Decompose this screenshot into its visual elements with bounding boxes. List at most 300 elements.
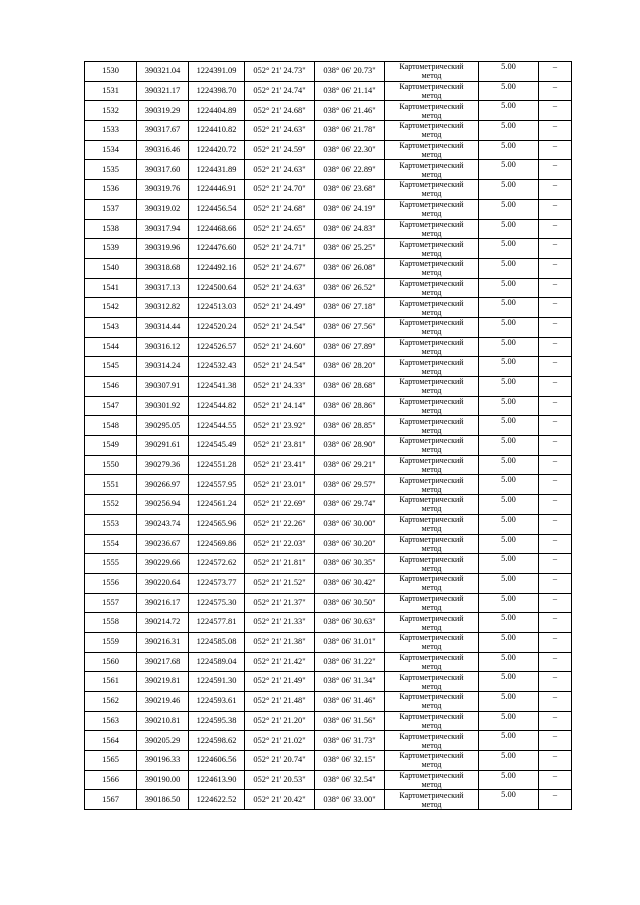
y-coordinate-cell: 1224595.38 — [189, 711, 245, 731]
description-cell: – — [539, 337, 572, 357]
description-cell: – — [539, 81, 572, 101]
y-coordinate-cell: 1224431.89 — [189, 160, 245, 180]
table-row — [85, 554, 572, 574]
method-line2: метод — [421, 445, 442, 455]
method-line1: Картометрический — [399, 160, 464, 170]
point-number-cell: 1537 — [85, 199, 137, 219]
method-cell — [385, 514, 479, 534]
x-coordinate-cell: 390186.50 — [137, 790, 189, 810]
accuracy-cell: 5.00 — [479, 632, 539, 652]
point-number-cell: 1548 — [85, 416, 137, 436]
longitude-cell: 038° 06' 28.90" — [315, 436, 385, 456]
x-coordinate-cell: 390307.91 — [137, 377, 189, 397]
longitude-cell: 038° 06' 24.19" — [315, 199, 385, 219]
point-number-cell: 1534 — [85, 140, 137, 160]
point-number-cell: 1565 — [85, 751, 137, 771]
longitude-cell: 038° 06' 31.34" — [315, 672, 385, 692]
y-coordinate-cell: 1224589.04 — [189, 652, 245, 672]
latitude-cell: 052° 21' 21.48" — [245, 692, 315, 712]
longitude-cell: 038° 06' 27.18" — [315, 298, 385, 318]
longitude-cell: 038° 06' 29.21" — [315, 455, 385, 475]
latitude-cell: 052° 21' 23.41" — [245, 455, 315, 475]
y-coordinate-cell: 1224492.16 — [189, 258, 245, 278]
description-cell: – — [539, 514, 572, 534]
description-cell: – — [539, 121, 572, 141]
x-coordinate-cell: 390219.46 — [137, 692, 189, 712]
point-number-cell: 1559 — [85, 632, 137, 652]
point-number-cell: 1563 — [85, 711, 137, 731]
accuracy-cell: 5.00 — [479, 239, 539, 259]
y-coordinate-cell: 1224598.62 — [189, 731, 245, 751]
method-line1: Картометрический — [399, 751, 464, 761]
method-line1: Картометрический — [399, 200, 464, 210]
accuracy-cell: 5.00 — [479, 554, 539, 574]
point-number-cell: 1530 — [85, 62, 137, 82]
method-line2: метод — [421, 721, 442, 731]
y-coordinate-cell: 1224557.95 — [189, 475, 245, 495]
latitude-cell: 052° 21' 24.67" — [245, 258, 315, 278]
longitude-cell: 038° 06' 30.35" — [315, 554, 385, 574]
x-coordinate-cell: 390216.17 — [137, 593, 189, 613]
method-line2: метод — [421, 740, 442, 750]
description-cell: – — [539, 160, 572, 180]
latitude-cell: 052° 21' 20.42" — [245, 790, 315, 810]
y-coordinate-cell: 1224545.49 — [189, 436, 245, 456]
description-cell: – — [539, 455, 572, 475]
x-coordinate-cell: 390214.72 — [137, 613, 189, 633]
longitude-cell: 038° 06' 21.46" — [315, 101, 385, 121]
description-cell: – — [539, 790, 572, 810]
y-coordinate-cell: 1224573.77 — [189, 573, 245, 593]
method-cell — [385, 377, 479, 397]
table-row — [85, 337, 572, 357]
method-line1: Картометрический — [399, 712, 464, 722]
y-coordinate-cell: 1224404.89 — [189, 101, 245, 121]
method-line2: метод — [421, 701, 442, 711]
method-cell — [385, 534, 479, 554]
method-line2: метод — [421, 110, 442, 120]
method-line2: метод — [421, 465, 442, 475]
longitude-cell: 038° 06' 25.25" — [315, 239, 385, 259]
description-cell: – — [539, 219, 572, 239]
method-line1: Картометрический — [399, 318, 464, 328]
method-line1: Картометрический — [399, 416, 464, 426]
x-coordinate-cell: 390236.67 — [137, 534, 189, 554]
longitude-cell: 038° 06' 31.22" — [315, 652, 385, 672]
method-cell — [385, 554, 479, 574]
x-coordinate-cell: 390314.44 — [137, 317, 189, 337]
longitude-cell: 038° 06' 22.30" — [315, 140, 385, 160]
point-number-cell: 1561 — [85, 672, 137, 692]
longitude-cell: 038° 06' 30.50" — [315, 593, 385, 613]
method-line2: метод — [421, 504, 442, 514]
method-cell — [385, 101, 479, 121]
y-coordinate-cell: 1224613.90 — [189, 770, 245, 790]
method-line1: Картометрический — [399, 278, 464, 288]
y-coordinate-cell: 1224551.28 — [189, 455, 245, 475]
latitude-cell: 052° 21' 21.38" — [245, 632, 315, 652]
table-row — [85, 180, 572, 200]
y-coordinate-cell: 1224591.30 — [189, 672, 245, 692]
longitude-cell: 038° 06' 24.83" — [315, 219, 385, 239]
description-cell: – — [539, 258, 572, 278]
method-line1: Картометрический — [399, 141, 464, 151]
table-row — [85, 298, 572, 318]
method-line2: метод — [421, 169, 442, 179]
y-coordinate-cell: 1224468.66 — [189, 219, 245, 239]
method-line2: метод — [421, 287, 442, 297]
method-line2: метод — [421, 366, 442, 376]
method-line1: Картометрический — [399, 534, 464, 544]
table-row — [85, 632, 572, 652]
description-cell: – — [539, 180, 572, 200]
method-cell — [385, 751, 479, 771]
y-coordinate-cell: 1224526.57 — [189, 337, 245, 357]
method-line2: метод — [421, 484, 442, 494]
method-line1: Картометрический — [399, 436, 464, 446]
method-cell — [385, 62, 479, 82]
method-cell — [385, 337, 479, 357]
point-number-cell: 1544 — [85, 337, 137, 357]
accuracy-cell: 5.00 — [479, 396, 539, 416]
x-coordinate-cell: 390312.82 — [137, 298, 189, 318]
method-line2: метод — [421, 189, 442, 199]
y-coordinate-cell: 1224561.24 — [189, 495, 245, 515]
accuracy-cell: 5.00 — [479, 160, 539, 180]
latitude-cell: 052° 21' 21.37" — [245, 593, 315, 613]
description-cell: – — [539, 475, 572, 495]
table-row — [85, 219, 572, 239]
accuracy-cell: 5.00 — [479, 751, 539, 771]
description-cell: – — [539, 436, 572, 456]
table-row — [85, 278, 572, 298]
method-cell — [385, 613, 479, 633]
latitude-cell: 052° 21' 22.26" — [245, 514, 315, 534]
method-line2: метод — [421, 346, 442, 356]
accuracy-cell: 5.00 — [479, 298, 539, 318]
latitude-cell: 052° 21' 24.54" — [245, 317, 315, 337]
accuracy-cell: 5.00 — [479, 317, 539, 337]
method-cell — [385, 180, 479, 200]
method-cell — [385, 357, 479, 377]
x-coordinate-cell: 390316.12 — [137, 337, 189, 357]
accuracy-cell: 5.00 — [479, 377, 539, 397]
point-number-cell: 1560 — [85, 652, 137, 672]
method-line1: Картометрический — [399, 652, 464, 662]
table-row — [85, 672, 572, 692]
method-line1: Картометрический — [399, 672, 464, 682]
x-coordinate-cell: 390256.94 — [137, 495, 189, 515]
table-row — [85, 258, 572, 278]
latitude-cell: 052° 21' 22.03" — [245, 534, 315, 554]
method-line2: метод — [421, 130, 442, 140]
y-coordinate-cell: 1224577.81 — [189, 613, 245, 633]
longitude-cell: 038° 06' 26.08" — [315, 258, 385, 278]
method-line2: метод — [421, 563, 442, 573]
method-cell — [385, 239, 479, 259]
method-cell — [385, 495, 479, 515]
accuracy-cell: 5.00 — [479, 416, 539, 436]
point-number-cell: 1538 — [85, 219, 137, 239]
x-coordinate-cell: 390321.17 — [137, 81, 189, 101]
method-line2: метод — [421, 91, 442, 101]
accuracy-cell: 5.00 — [479, 180, 539, 200]
point-number-cell: 1567 — [85, 790, 137, 810]
x-coordinate-cell: 390319.29 — [137, 101, 189, 121]
latitude-cell: 052° 21' 24.33" — [245, 377, 315, 397]
x-coordinate-cell: 390321.04 — [137, 62, 189, 82]
latitude-cell: 052° 21' 21.42" — [245, 652, 315, 672]
description-cell: – — [539, 711, 572, 731]
y-coordinate-cell: 1224565.96 — [189, 514, 245, 534]
accuracy-cell: 5.00 — [479, 199, 539, 219]
description-cell: – — [539, 101, 572, 121]
accuracy-cell: 5.00 — [479, 278, 539, 298]
table-row — [85, 593, 572, 613]
accuracy-cell: 5.00 — [479, 672, 539, 692]
point-number-cell: 1539 — [85, 239, 137, 259]
point-number-cell: 1566 — [85, 770, 137, 790]
longitude-cell: 038° 06' 27.56" — [315, 317, 385, 337]
accuracy-cell: 5.00 — [479, 731, 539, 751]
latitude-cell: 052° 21' 24.14" — [245, 396, 315, 416]
method-cell — [385, 258, 479, 278]
latitude-cell: 052° 21' 24.73" — [245, 62, 315, 82]
method-line2: метод — [421, 209, 442, 219]
accuracy-cell: 5.00 — [479, 258, 539, 278]
description-cell: – — [539, 652, 572, 672]
description-cell: – — [539, 692, 572, 712]
method-line2: метод — [421, 425, 442, 435]
method-line2: метод — [421, 524, 442, 534]
y-coordinate-cell: 1224420.72 — [189, 140, 245, 160]
method-line1: Картометрический — [399, 298, 464, 308]
latitude-cell: 052° 21' 24.59" — [245, 140, 315, 160]
x-coordinate-cell: 390216.31 — [137, 632, 189, 652]
point-number-cell: 1556 — [85, 573, 137, 593]
y-coordinate-cell: 1224541.38 — [189, 377, 245, 397]
latitude-cell: 052° 21' 23.81" — [245, 436, 315, 456]
longitude-cell: 038° 06' 28.86" — [315, 396, 385, 416]
table-row — [85, 121, 572, 141]
y-coordinate-cell: 1224476.60 — [189, 239, 245, 259]
method-line1: Картометрический — [399, 593, 464, 603]
latitude-cell: 052° 21' 23.92" — [245, 416, 315, 436]
longitude-cell: 038° 06' 30.42" — [315, 573, 385, 593]
method-line2: метод — [421, 799, 442, 809]
method-line1: Картометрический — [399, 239, 464, 249]
method-line2: метод — [421, 681, 442, 691]
x-coordinate-cell: 390316.46 — [137, 140, 189, 160]
method-line1: Картометрический — [399, 613, 464, 623]
coordinates-table-body — [85, 62, 572, 810]
point-number-cell: 1557 — [85, 593, 137, 613]
description-cell: – — [539, 554, 572, 574]
latitude-cell: 052° 21' 21.20" — [245, 711, 315, 731]
x-coordinate-cell: 390217.68 — [137, 652, 189, 672]
latitude-cell: 052° 21' 24.71" — [245, 239, 315, 259]
x-coordinate-cell: 390219.81 — [137, 672, 189, 692]
method-cell — [385, 790, 479, 810]
accuracy-cell: 5.00 — [479, 770, 539, 790]
method-cell — [385, 711, 479, 731]
description-cell: – — [539, 298, 572, 318]
method-line2: метод — [421, 327, 442, 337]
description-cell: – — [539, 416, 572, 436]
y-coordinate-cell: 1224575.30 — [189, 593, 245, 613]
y-coordinate-cell: 1224456.54 — [189, 199, 245, 219]
method-line2: метод — [421, 780, 442, 790]
table-row — [85, 199, 572, 219]
method-cell — [385, 770, 479, 790]
method-cell — [385, 731, 479, 751]
x-coordinate-cell: 390319.02 — [137, 199, 189, 219]
y-coordinate-cell: 1224593.61 — [189, 692, 245, 712]
latitude-cell: 052° 21' 24.49" — [245, 298, 315, 318]
longitude-cell: 038° 06' 29.57" — [315, 475, 385, 495]
latitude-cell: 052° 21' 22.69" — [245, 495, 315, 515]
point-number-cell: 1542 — [85, 298, 137, 318]
x-coordinate-cell: 390243.74 — [137, 514, 189, 534]
table-row — [85, 62, 572, 82]
y-coordinate-cell: 1224585.08 — [189, 632, 245, 652]
method-line2: метод — [421, 71, 442, 81]
x-coordinate-cell: 390319.96 — [137, 239, 189, 259]
table-row — [85, 692, 572, 712]
method-line1: Картометрический — [399, 475, 464, 485]
longitude-cell: 038° 06' 30.00" — [315, 514, 385, 534]
method-line1: Картометрический — [399, 574, 464, 584]
longitude-cell: 038° 06' 22.89" — [315, 160, 385, 180]
longitude-cell: 038° 06' 26.52" — [315, 278, 385, 298]
longitude-cell: 038° 06' 32.54" — [315, 770, 385, 790]
point-number-cell: 1541 — [85, 278, 137, 298]
longitude-cell: 038° 06' 31.01" — [315, 632, 385, 652]
y-coordinate-cell: 1224446.91 — [189, 180, 245, 200]
method-line2: метод — [421, 543, 442, 553]
y-coordinate-cell: 1224544.55 — [189, 416, 245, 436]
table-row — [85, 751, 572, 771]
x-coordinate-cell: 390279.36 — [137, 455, 189, 475]
table-row — [85, 711, 572, 731]
y-coordinate-cell: 1224622.52 — [189, 790, 245, 810]
method-cell — [385, 317, 479, 337]
latitude-cell: 052° 21' 20.53" — [245, 770, 315, 790]
method-line1: Картометрический — [399, 62, 464, 72]
table-row — [85, 317, 572, 337]
y-coordinate-cell: 1224532.43 — [189, 357, 245, 377]
y-coordinate-cell: 1224520.24 — [189, 317, 245, 337]
x-coordinate-cell: 390318.68 — [137, 258, 189, 278]
method-line1: Картометрический — [399, 180, 464, 190]
method-line2: метод — [421, 307, 442, 317]
x-coordinate-cell: 390317.94 — [137, 219, 189, 239]
method-line1: Картометрический — [399, 515, 464, 525]
accuracy-cell: 5.00 — [479, 62, 539, 82]
table-row — [85, 160, 572, 180]
description-cell: – — [539, 357, 572, 377]
longitude-cell: 038° 06' 28.68" — [315, 377, 385, 397]
method-line2: метод — [421, 602, 442, 612]
description-cell: – — [539, 573, 572, 593]
accuracy-cell: 5.00 — [479, 140, 539, 160]
longitude-cell: 038° 06' 28.20" — [315, 357, 385, 377]
method-cell — [385, 81, 479, 101]
table-row — [85, 475, 572, 495]
longitude-cell: 038° 06' 29.74" — [315, 495, 385, 515]
latitude-cell: 052° 21' 24.63" — [245, 160, 315, 180]
accuracy-cell: 5.00 — [479, 790, 539, 810]
accuracy-cell: 5.00 — [479, 357, 539, 377]
point-number-cell: 1551 — [85, 475, 137, 495]
y-coordinate-cell: 1224544.82 — [189, 396, 245, 416]
coordinates-table — [84, 61, 572, 810]
x-coordinate-cell: 390190.00 — [137, 770, 189, 790]
x-coordinate-cell: 390210.81 — [137, 711, 189, 731]
table-row — [85, 455, 572, 475]
y-coordinate-cell: 1224572.62 — [189, 554, 245, 574]
method-line1: Картометрический — [399, 101, 464, 111]
method-line1: Картометрический — [399, 692, 464, 702]
longitude-cell: 038° 06' 30.63" — [315, 613, 385, 633]
description-cell: – — [539, 770, 572, 790]
latitude-cell: 052° 21' 24.65" — [245, 219, 315, 239]
x-coordinate-cell: 390196.33 — [137, 751, 189, 771]
description-cell: – — [539, 534, 572, 554]
method-cell — [385, 396, 479, 416]
accuracy-cell: 5.00 — [479, 121, 539, 141]
x-coordinate-cell: 390317.13 — [137, 278, 189, 298]
method-line1: Картометрический — [399, 554, 464, 564]
x-coordinate-cell: 390301.92 — [137, 396, 189, 416]
point-number-cell: 1533 — [85, 121, 137, 141]
description-cell: – — [539, 199, 572, 219]
point-number-cell: 1540 — [85, 258, 137, 278]
latitude-cell: 052° 21' 23.01" — [245, 475, 315, 495]
method-cell — [385, 455, 479, 475]
accuracy-cell: 5.00 — [479, 652, 539, 672]
accuracy-cell: 5.00 — [479, 711, 539, 731]
x-coordinate-cell: 390291.61 — [137, 436, 189, 456]
accuracy-cell: 5.00 — [479, 692, 539, 712]
description-cell: – — [539, 632, 572, 652]
x-coordinate-cell: 390205.29 — [137, 731, 189, 751]
method-line1: Картометрический — [399, 633, 464, 643]
accuracy-cell: 5.00 — [479, 613, 539, 633]
y-coordinate-cell: 1224513.03 — [189, 298, 245, 318]
x-coordinate-cell: 390317.60 — [137, 160, 189, 180]
table-row — [85, 770, 572, 790]
latitude-cell: 052° 21' 24.68" — [245, 199, 315, 219]
method-line2: метод — [421, 583, 442, 593]
description-cell: – — [539, 239, 572, 259]
table-row — [85, 436, 572, 456]
method-cell — [385, 593, 479, 613]
method-cell — [385, 436, 479, 456]
method-line1: Картометрический — [399, 259, 464, 269]
method-cell — [385, 140, 479, 160]
description-cell: – — [539, 62, 572, 82]
table-row — [85, 239, 572, 259]
point-number-cell: 1553 — [85, 514, 137, 534]
accuracy-cell: 5.00 — [479, 593, 539, 613]
method-cell — [385, 278, 479, 298]
description-cell: – — [539, 613, 572, 633]
method-line2: метод — [421, 622, 442, 632]
point-number-cell: 1558 — [85, 613, 137, 633]
latitude-cell: 052° 21' 21.33" — [245, 613, 315, 633]
longitude-cell: 038° 06' 21.78" — [315, 121, 385, 141]
